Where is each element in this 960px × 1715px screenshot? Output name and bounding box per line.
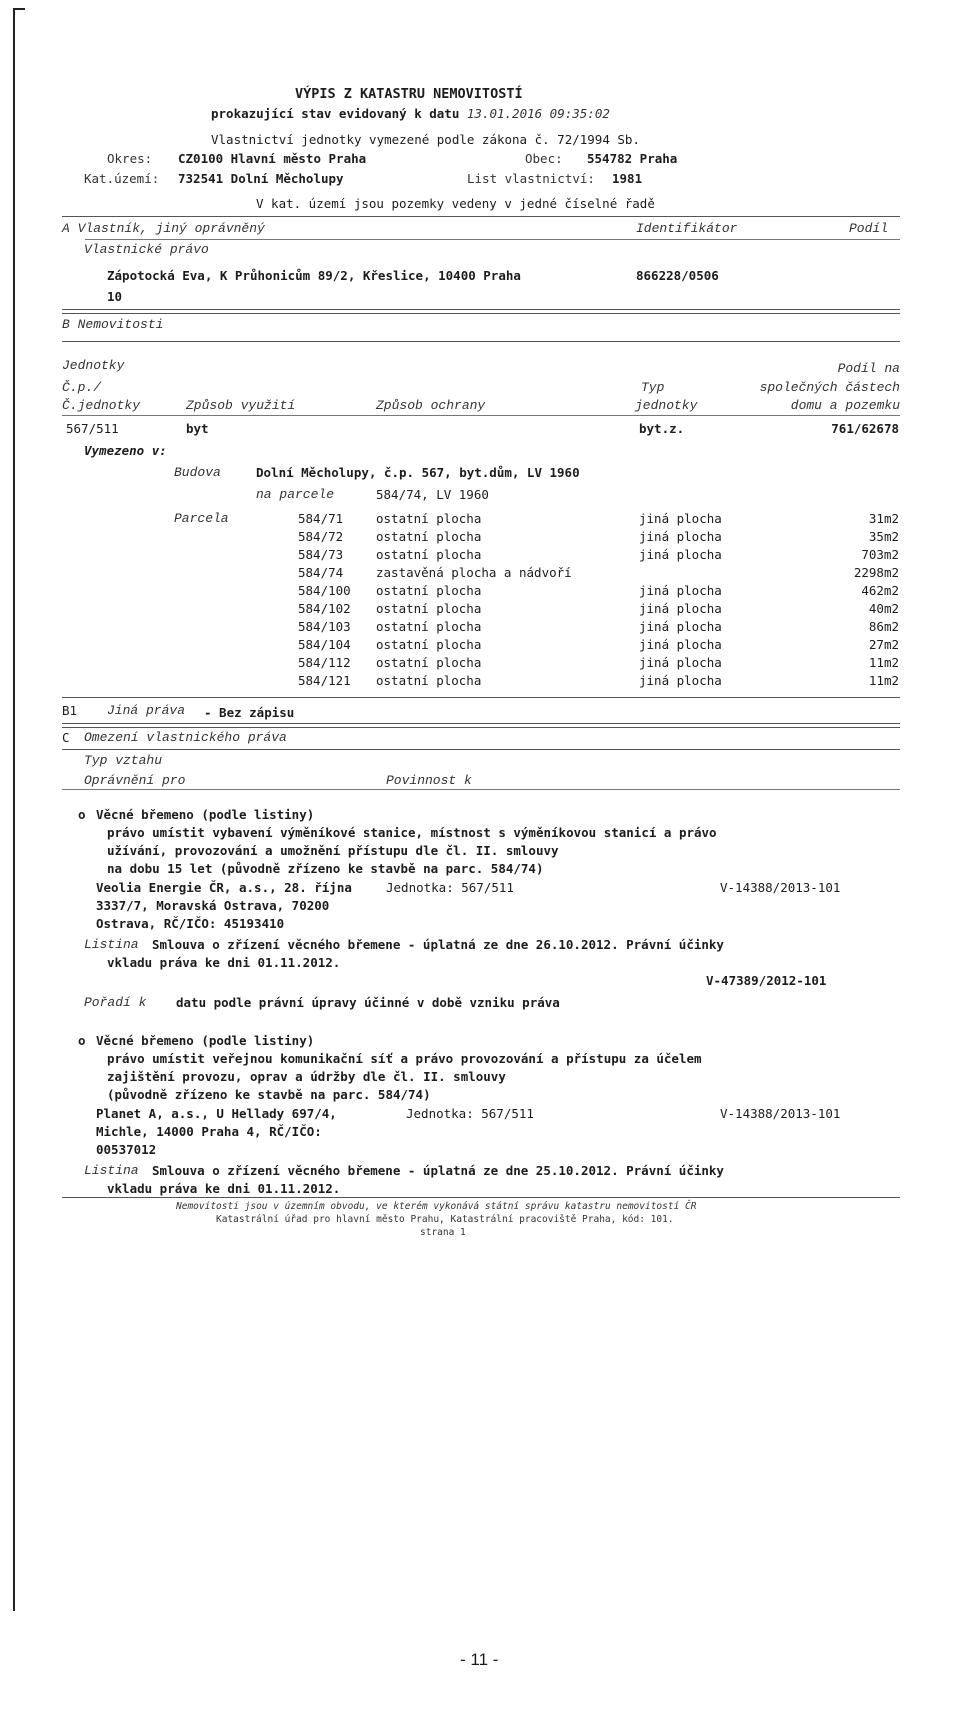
parcel-vymera: 35m2 <box>868 529 899 544</box>
parcel-vyuziti: jiná plocha <box>639 583 722 598</box>
entry1-poradi-text: datu podle právní úpravy účinné v době vzniku práva <box>176 995 560 1010</box>
divider <box>62 723 900 724</box>
parcel-cislo: 584/112 <box>298 655 351 670</box>
parcel-vyuziti: jiná plocha <box>639 637 722 652</box>
parcel-druh: ostatní plocha <box>376 511 482 526</box>
entry1-listina-text: Smlouva o zřízení věcného břemene - úplatná ze dne 26.10.2012. Právní účinky <box>152 937 724 952</box>
document-title: VÝPIS Z KATASTRU NEMOVITOSTÍ <box>295 86 523 102</box>
entry1-ref2: V-47389/2012-101 <box>706 973 827 988</box>
parcel-vymera: 86m2 <box>868 619 899 634</box>
col-typ-line1: Typ <box>641 380 665 395</box>
divider <box>62 415 900 416</box>
section-c-heading: Omezení vlastnického práva <box>84 730 287 745</box>
entry2-title: Věcné břemeno (podle listiny) <box>96 1033 315 1048</box>
entry1-party2: 3337/7, Moravská Ostrava, 70200 <box>96 898 330 913</box>
okres-label: Okres: <box>107 151 153 166</box>
parcel-cislo: 584/121 <box>298 673 351 688</box>
parcel-vymera: 2298m2 <box>853 565 899 580</box>
parcel-druh: ostatní plocha <box>376 673 482 688</box>
divider <box>62 789 900 790</box>
budova-value: Dolní Měcholupy, č.p. 567, byt.dům, LV 1960 <box>256 465 580 480</box>
parcel-vymera: 703m2 <box>861 547 899 562</box>
entry2-ref: V-14388/2013-101 <box>720 1106 841 1121</box>
entry1-listina-label: Listina <box>84 937 139 952</box>
parcela-label: Parcela <box>174 511 229 526</box>
col-opravneni-pro: Oprávnění pro <box>84 773 186 788</box>
parcel-vymera: 462m2 <box>861 583 899 598</box>
col-podil: Podíl <box>849 221 889 236</box>
okres-value: CZ0100 Hlavní město Praha <box>178 151 367 166</box>
divider <box>62 697 900 698</box>
parcel-vyuziti: jiná plocha <box>639 673 722 688</box>
section-b1-heading: Jiná práva <box>107 703 186 718</box>
owner-line2: 10 <box>107 289 123 304</box>
section-c-code: C <box>62 730 70 745</box>
unit-typ: byt.z. <box>639 421 685 436</box>
parcel-vyuziti: jiná plocha <box>639 547 722 562</box>
parcel-cislo: 584/71 <box>298 511 344 526</box>
parcel-cislo: 584/104 <box>298 637 351 652</box>
jednotky-label: Jednotky <box>62 358 125 373</box>
col-zpusob-vyuziti: Způsob využití <box>186 398 296 413</box>
vymezeno-label: Vymezeno v: <box>84 443 167 458</box>
col-cp-line1: Č.p./ <box>62 380 102 395</box>
budova-label: Budova <box>174 465 221 480</box>
parcel-druh: ostatní plocha <box>376 547 482 562</box>
parcel-cislo: 584/73 <box>298 547 344 562</box>
section-b1-code: B1 <box>62 703 78 718</box>
katuzemi-label: Kat.území: <box>84 171 160 186</box>
parcel-vyuziti: jiná plocha <box>639 529 722 544</box>
entry1-party1: Veolia Energie ČR, a.s., 28. října <box>96 880 352 895</box>
section-b1-value: - Bez zápisu <box>204 705 295 720</box>
entry2-listina-text: Smlouva o zřízení věcného břemene - úplatná ze dne 25.10.2012. Právní účinky <box>152 1163 724 1178</box>
lv-label: List vlastnictví: <box>467 171 595 186</box>
entry1-party3: Ostrava, RČ/IČO: 45193410 <box>96 916 285 931</box>
kat-uzemi-note: V kat. území jsou pozemky vedeny v jedné číselné řadě <box>256 196 655 211</box>
entry2-party2: Michle, 14000 Praha 4, RČ/IČO: <box>96 1124 322 1139</box>
entry2-bullet: o <box>78 1033 86 1048</box>
parcel-vymera: 27m2 <box>868 637 899 652</box>
col-typ-vztahu: Typ vztahu <box>84 753 163 768</box>
na-parcele-value: 584/74, LV 1960 <box>376 487 489 502</box>
footer-page-label: strana 1 <box>420 1227 466 1238</box>
page-border-top <box>13 8 25 10</box>
divider <box>62 309 900 310</box>
divider <box>62 313 900 314</box>
divider <box>62 749 900 750</box>
section-b-heading: B Nemovitosti <box>62 317 164 332</box>
entry1-text2: užívání, provozování a umožnění přístupu dle čl. II. smlouvy <box>107 843 559 858</box>
parcel-vyuziti: jiná plocha <box>639 511 722 526</box>
divider <box>62 341 900 342</box>
unit-vyuziti: byt <box>186 421 209 436</box>
ownership-line: Vlastnictví jednotky vymezené podle zákona č. 72/1994 Sb. <box>211 132 640 147</box>
page-border-left <box>13 8 15 1611</box>
document-subtitle <box>211 106 610 121</box>
parcel-vyuziti: jiná plocha <box>639 655 722 670</box>
entry1-poradi-label: Pořadí k <box>84 995 147 1010</box>
katuzemi-value: 732541 Dolní Měcholupy <box>178 171 344 186</box>
col-podil-line2: společných částech <box>759 380 900 395</box>
owner-id: 866228/0506 <box>636 268 719 283</box>
parcel-cislo: 584/102 <box>298 601 351 616</box>
parcel-cislo: 584/72 <box>298 529 344 544</box>
parcel-druh: ostatní plocha <box>376 529 482 544</box>
parcel-vymera: 11m2 <box>868 673 899 688</box>
entry2-listina-label: Listina <box>84 1163 139 1178</box>
section-a-heading: A Vlastník, jiný oprávněný <box>62 221 265 236</box>
entry2-text3: (původně zřízeno ke stavbě na parc. 584/74) <box>107 1087 431 1102</box>
parcel-vyuziti: jiná plocha <box>639 601 722 616</box>
entry1-ref: V-14388/2013-101 <box>720 880 841 895</box>
entry1-bullet: o <box>78 807 86 822</box>
parcel-cislo: 584/100 <box>298 583 351 598</box>
subtitle-date: 13.01.2016 09:35:02 <box>466 106 610 121</box>
na-parcele-label: na parcele <box>256 487 335 502</box>
parcel-vymera: 40m2 <box>868 601 899 616</box>
col-povinnost-k: Povinnost k <box>386 773 472 788</box>
divider <box>62 1197 900 1198</box>
entry1-jednotka: Jednotka: 567/511 <box>386 880 514 895</box>
entry2-jednotka: Jednotka: 567/511 <box>406 1106 534 1121</box>
col-identifikator: Identifikátor <box>636 221 738 236</box>
obec-label: Obec: <box>525 151 563 166</box>
entry2-party3: 00537012 <box>96 1142 157 1157</box>
parcel-vymera: 11m2 <box>868 655 899 670</box>
parcel-cislo: 584/74 <box>298 565 344 580</box>
parcel-druh: ostatní plocha <box>376 583 482 598</box>
page-number: - 11 - <box>460 1650 499 1669</box>
parcel-cislo: 584/103 <box>298 619 351 634</box>
divider <box>85 239 900 240</box>
obec-value: 554782 Praha <box>587 151 678 166</box>
lv-value: 1981 <box>612 171 643 186</box>
unit-cislo: 567/511 <box>66 421 119 436</box>
col-podil-line1: Podíl na <box>837 361 900 376</box>
owner-line1: Zápotocká Eva, K Průhonicům 89/2, Křeslice, 10400 Praha <box>107 268 521 283</box>
parcel-druh: ostatní plocha <box>376 655 482 670</box>
divider <box>62 727 900 728</box>
entry1-listina-text2: vkladu práva ke dni 01.11.2012. <box>107 955 341 970</box>
col-cp-line2: Č.jednotky <box>62 398 141 413</box>
entry2-text2: zajištění provozu, oprav a údržby dle čl. II. smlouvy <box>107 1069 506 1084</box>
parcel-druh: zastavěná plocha a nádvoří <box>376 565 572 580</box>
unit-podil: 761/62678 <box>831 421 899 436</box>
parcel-druh: ostatní plocha <box>376 637 482 652</box>
parcel-druh: ostatní plocha <box>376 619 482 634</box>
entry1-title: Věcné břemeno (podle listiny) <box>96 807 315 822</box>
entry2-party1: Planet A, a.s., U Hellady 697/4, <box>96 1106 337 1121</box>
footer-line1: Nemovitosti jsou v územním obvodu, ve kterém vykonává státní správu katastru nemovitostí ČR <box>176 1201 697 1212</box>
entry1-text3: na dobu 15 let (původně zřízeno ke stavbě na parc. 584/74) <box>107 861 544 876</box>
col-typ-line2: jednotky <box>635 398 698 413</box>
entry2-listina-text2: vkladu práva ke dni 01.11.2012. <box>107 1181 341 1196</box>
section-a-sub: Vlastnické právo <box>84 242 209 257</box>
divider <box>62 216 900 217</box>
entry1-text1: právo umístit vybavení výměníkové stanice, místnost s výměníkovou stanicí a právo <box>107 825 717 840</box>
parcel-vyuziti: jiná plocha <box>639 619 722 634</box>
footer-line2: Katastrální úřad pro hlavní město Prahu, Katastrální pracoviště Praha, kód: 101. <box>216 1214 674 1225</box>
col-zpusob-ochrany: Způsob ochrany <box>376 398 486 413</box>
col-podil-line3: domu a pozemku <box>790 398 900 413</box>
entry2-text1: právo umístit veřejnou komunikační síť a právo provozování a přístupu za účelem <box>107 1051 702 1066</box>
parcel-vymera: 31m2 <box>868 511 899 526</box>
parcel-druh: ostatní plocha <box>376 601 482 616</box>
subtitle-prefix: prokazující stav evidovaný k datu <box>211 106 460 121</box>
